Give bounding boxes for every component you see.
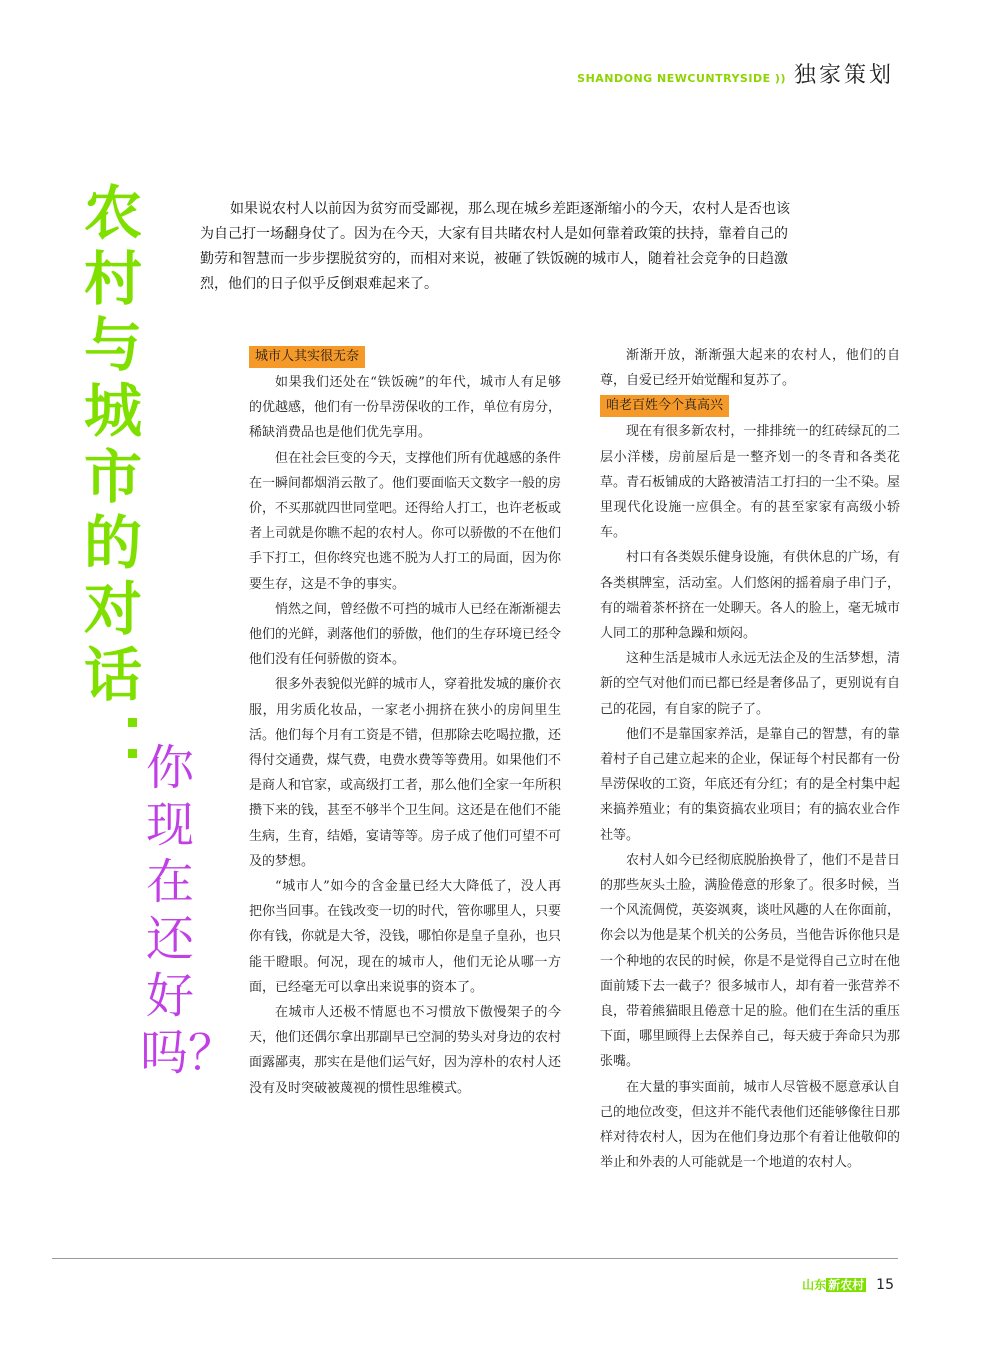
page-footer (802, 1276, 894, 1293)
paragraph: 很多外表貌似光鲜的城市人，穿着批发城的廉价衣服，用劣质化妆品，一家老小拥挤在狭小的房间里生活。他们每个月有工资是不错，但那除去吃喝拉撒，还得付交通费，煤气费，电费水费等等费用。如果他们不是商人和官家，或高级打工者，那么他们全家一年所积攒下来的钱，甚至不够半个卫生间。这还是在他们不能生病，生育，结婚，宴请等等。房子成了他们可望不可及的梦想。 (249, 677, 562, 869)
paragraph: “城市人”如今的含金量已经大大降低了，没人再把你当回事。在钱改变一切的时代，管你哪里人，只要你有钱，你就是大爷，没钱，哪怕你是皇子皇孙，也只能干瞪眼。何况，现在的城市人，他们无论从哪一方面，已经毫无可以拿出来说事的资本了。 (249, 879, 562, 995)
paragraph: 但在社会巨变的今天，支撑他们所有优越感的条件在一瞬间都烟消云散了。他们要面临天文数字一般的房价，不买那就四世同堂吧。还得给人打工，也许老板或者上司就是你瞧不起的农村人。你可以骄傲的不在他们手下打工，但你终究也逃不脱为人打工的局面，因为你要生存，这是不争的事实。 (249, 450, 562, 592)
section-heading: 咱老百姓今个真高兴 (600, 395, 729, 417)
magazine-name-en: SHANDONG NEWCUNTRYSIDE )) (577, 72, 786, 85)
paragraph: 他们不是靠国家养活，是靠自己的智慧，有的靠着村子自己建立起来的企业，保证每个村民都有一份旱涝保收的工资，年底还有分红；有的是全村集中起来搞养殖业；有的集资搞农业项目；有的搞农业合作社等。 (600, 726, 900, 843)
paragraph: 现在有很多新农村，一排排统一的红砖绿瓦的二层小洋楼，房前屋后是一整齐划一的冬青和各类花草。青石板铺成的大路被清洁工打扫的一尘不染。屋里现代化设施一应俱全。有的甚至家家有高级小轿车。 (600, 424, 900, 541)
title-colon (128, 718, 137, 758)
article-subtitle: 你现在还好吗？ (140, 740, 237, 1081)
paragraph: 这种生活是城市人永远无法企及的生活梦想，清新的空气对他们而已都已经是奢侈品了，更别说有自己的花园，有自家的院子了。 (600, 651, 900, 717)
paragraph: 村口有各类娱乐健身设施，有供休息的广场，有各类棋牌室，活动室。人们悠闲的摇着扇子串门子，有的端着茶杯挤在一处聊天。各人的脸上，毫无城市人同工的那种急躁和烦闷。 (600, 550, 900, 642)
paragraph: 在城市人还极不情愿也不习惯放下傲慢架子的今天，他们还偶尔拿出那副早已空洞的势头对身边的农村面露鄙夷，那实在是他们运气好，因为淳朴的农村人还没有及时突破被蔑视的惯性思维模式。 (249, 1005, 562, 1096)
page-number: 15 (876, 1276, 894, 1293)
section-label: 独家策划 (793, 63, 894, 88)
paragraph: 如果我们还处在“铁饭碗”的年代，城市人有足够的优越感，他们有一份旱涝保收的工作，单位有房分，稀缺消费品也是他们优先享用。 (249, 375, 562, 441)
article-title: 农村与城市的对话 (83, 179, 142, 709)
magazine-logo: 山东 新农村 (802, 1278, 865, 1292)
paragraph: 在大量的事实面前，城市人尽管极不愿意承认自己的地位改变，但这并不能代表他们还能够像往日那样对待农村人，因为在他们身边那个有着让他敬仰的举止和外表的人可能就是一个地道的农村人。 (600, 1079, 900, 1171)
page-header (577, 58, 894, 89)
section-heading: 城市人其实很无奈 (249, 346, 365, 368)
left-column (249, 344, 561, 1101)
article-intro: 如果说农村人以前因为贫穷而受鄙视，那么现在城乡差距逐渐缩小的今天，农村人是否也该为自己打一场翻身仗了。因为在今天，大家有目共睹农村人是如何靠着政策的扶持，靠着自己的勤劳和智慧而一步步摆脱贫穷的，而相对来说，被砸了铁饭碗的城市人，随着社会竞争的日趋激烈，他们的日子似乎反倒艰难起来了。 (200, 201, 790, 292)
paragraph: 渐渐开放，渐渐强大起来的农村人，他们的自尊，自爱已经开始觉醒和复苏了。 (600, 348, 900, 389)
paragraph: 农村人如今已经彻底脱胎换骨了，他们不是昔日的那些灰头土脸，满脸倦意的形象了。很多时候，当一个风流倜傥，英姿飒爽，谈吐风趣的人在你面前，你会以为他是某个机关的公务员，当他告诉你他只是一个种地的农民的时候，你是不是觉得自己立时在他面前矮下去一截子？很多城市人，却有着一张营养不良，带着熊猫眼且倦意十足的脸。他们在生活的重压下面，哪里顾得上去保养自己，每天疲于奔命只为那张嘴。 (600, 852, 900, 1070)
paragraph: 悄然之间，曾经傲不可挡的城市人已经在渐渐褪去他们的光鲜，剥落他们的骄傲，他们的生存环境已经令他们没有任何骄傲的资本。 (249, 601, 562, 668)
right-column (600, 343, 900, 1176)
footer-divider (52, 1258, 898, 1259)
